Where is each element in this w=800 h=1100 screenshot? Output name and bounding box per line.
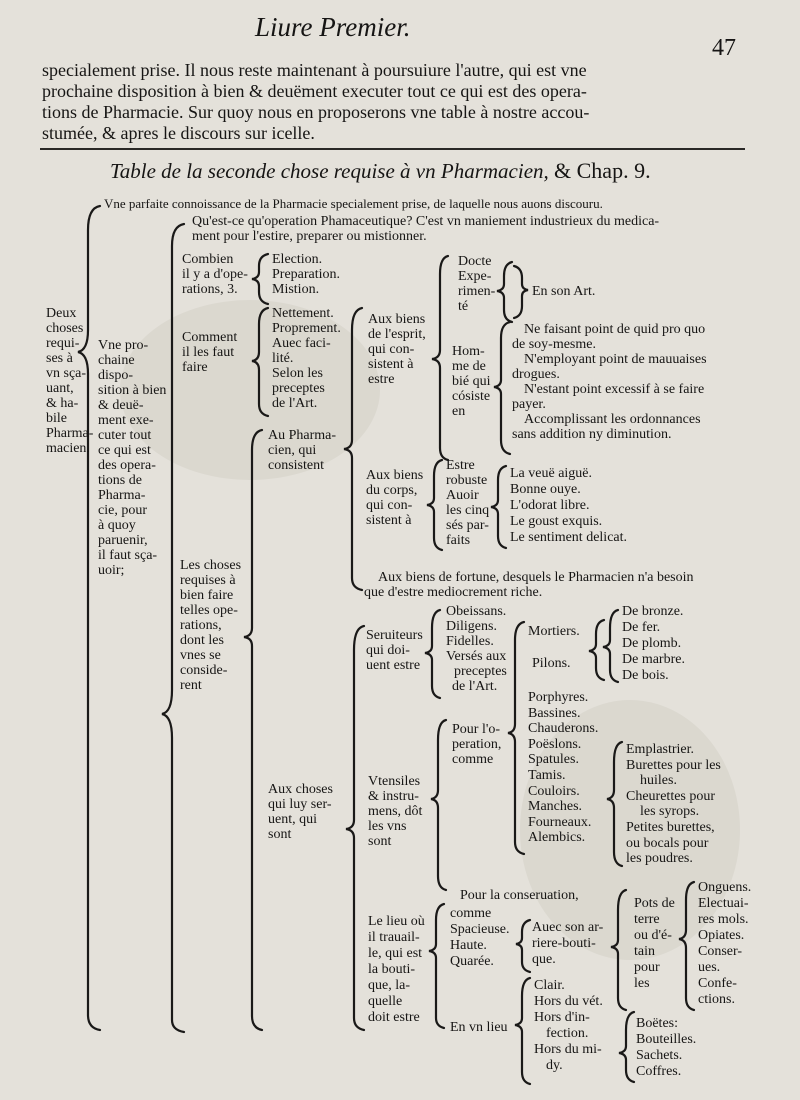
sens-list: La veuë aiguë. Bonne ouye. L'odorat libre. Le goust exquis. Le sentiment delicat. (510, 466, 628, 545)
brace-homme (494, 322, 510, 454)
brace-operation (508, 622, 524, 854)
brace-arriere (516, 920, 530, 972)
brace-docte-right (514, 266, 528, 318)
brace-onguens (679, 882, 694, 1010)
en-vn-lieu: En vn lieu (450, 1020, 508, 1035)
robuste-label: Estre robuste Auoir les cinq sés par- faits (446, 458, 490, 548)
lieu-label: Le lieu où il trauail- le, qui est la bouti- que, la- quelle doit estre (368, 914, 425, 1025)
brace-lieu (429, 904, 444, 1028)
brace-corps (427, 460, 442, 550)
combien-label: Combien il y a d'ope- rations, 3. (182, 252, 248, 297)
homme-label: Hom- me de bié qui cósiste en (452, 344, 491, 419)
emplastres-list: Emplastrier. Burettes pour les huiles. Cheurettes pour les syrops. Petites burettes, ou bocals pour les poudres. (626, 742, 721, 867)
mortiers-label: Mortiers. (528, 624, 580, 639)
running-title: Liure Premier. (255, 12, 411, 42)
biens-esprit-label: Aux biens de l'esprit, qui con- sistent à estre (368, 312, 426, 387)
comment-label: Comment il les faut faire (182, 330, 238, 375)
vtensiles-label: Vtensiles & instru- mens, dôt les vns sont (368, 774, 423, 849)
onguens-list: Onguens. Electuai- res mols. Opiates. Conser- ues. Confe- ctions. (698, 880, 752, 1007)
homme-qualities: Ne faisant point de quid pro quo de soy-mesme. N'employant point de mauuaises drogues. N'estant point excessif à se faire payer. Accomplissant les ordonnances sans addition ny diminution. (512, 322, 707, 442)
operation-definition: Qu'est-ce qu'operation Phamaceutique? C'est vn maniement industrieux du medica- ment pour l'estire, preparer ou mistionner. (192, 214, 660, 244)
intro-line: prochaine disposition à bien & deuëment executer tout ce qui est des opera- (42, 81, 587, 101)
brace-comment (252, 308, 268, 416)
brace-sens (491, 466, 506, 548)
comment-items: Nettement. Proprement. Auec faci- lité. Selon les preceptes de l'Art. (272, 306, 341, 411)
operation-label: Pour l'o- peration, comme (452, 722, 502, 767)
materials-list: De bronze. De fer. De plomb. De marbre. De bois. (622, 604, 685, 683)
en-son-art: En son Art. (532, 284, 596, 299)
first-requirement: Vne parfaite connoissance de la Pharmacie specialement prise, de laquelle nous auons discouru. (104, 196, 603, 211)
table-title-text: Table de la seconde chose requise à vn Pharmacien, (110, 159, 549, 183)
brace-mortiers (589, 620, 604, 680)
brace-conservation (611, 890, 626, 1010)
brace-en-vn-lieu (515, 978, 530, 1084)
serviteurs-label: Seruiteurs qui doi- uent estre (366, 628, 423, 673)
brace-combien (252, 254, 268, 304)
root-label: Deux choses requi- ses à vn sça- uant, & ha- bile Pharma- macien. (46, 306, 94, 456)
boetes-list: Boëtes: Bouteilles. Sachets. Coffres. (636, 1016, 697, 1079)
brace-boetes (619, 1012, 634, 1082)
brace-materials (603, 610, 618, 682)
brace-choses (244, 430, 262, 1030)
chapter-ref: & Chap. 9. (554, 158, 651, 183)
lieu-qualities: comme Spacieuse. Haute. Quarée. (450, 906, 510, 969)
lieu-conditions: Clair. Hors du vét. Hors d'in- fection. Hors du mi- dy. (534, 978, 603, 1073)
pilons-label: Pilons. (532, 656, 571, 671)
conservation-label: Pour la conseruation, (460, 888, 579, 903)
intro-line: stumée, & apres le discours sur icelle. (42, 123, 315, 143)
brace-docte (497, 262, 512, 322)
brace-choses-servent (346, 626, 364, 1030)
brace-serviteurs (425, 610, 440, 698)
intro-line: tions de Pharmacie. Sur quoy nous en proposerons vne table à nostre accou- (42, 102, 590, 122)
brace-vtensiles (431, 720, 446, 890)
page-number: 47 (712, 35, 736, 61)
second-requirement: Vne pro- chaine dispo- sition à bien & deuë- ment exe- cuter tout ce qui est des opera- tions de Pharma- cie, pour à quoy paruenir, il faut sça- uoir; (98, 338, 167, 578)
brace-esprit (432, 256, 448, 460)
intro-line: specialement prise. Il nous reste maintenant à poursuiure l'autre, qui est vne (42, 60, 587, 80)
au-pharmacien-label: Au Pharma- cien, qui consistent (268, 428, 337, 473)
brace-emplastres (607, 742, 622, 866)
biens-corps-label: Aux biens du corps, qui con- sistent à (366, 468, 424, 528)
biens-fortune: Aux biens de fortune, desquels le Pharmacien n'a besoin que d'estre mediocrement riche. (364, 570, 694, 600)
serviteurs-qualities: Obeissans. Diligens. Fidelles. Versés aux preceptes de l'Art. (446, 604, 507, 694)
docte-label: Docte Expe- rimen- té (458, 254, 496, 314)
choses-label: Les choses requises à bien faire telles ope- rations, dont les vnes se conside- rent (180, 558, 242, 693)
combien-items: Election. Preparation. Mistion. (272, 252, 341, 297)
pots-label: Pots de terre ou d'é- tain pour les (634, 896, 675, 991)
choses-servent-label: Aux choses qui luy ser- uent, qui sont (268, 782, 333, 842)
brace-pharmacien (344, 308, 362, 590)
arriere-boutique: Auec son ar- riere-bouti- que. (532, 920, 604, 967)
tools-list: Porphyres. Bassines. Chauderons. Poëslons. Spatules. Tamis. Couloirs. Manches. Fourneaux. Alembics. (528, 690, 599, 846)
